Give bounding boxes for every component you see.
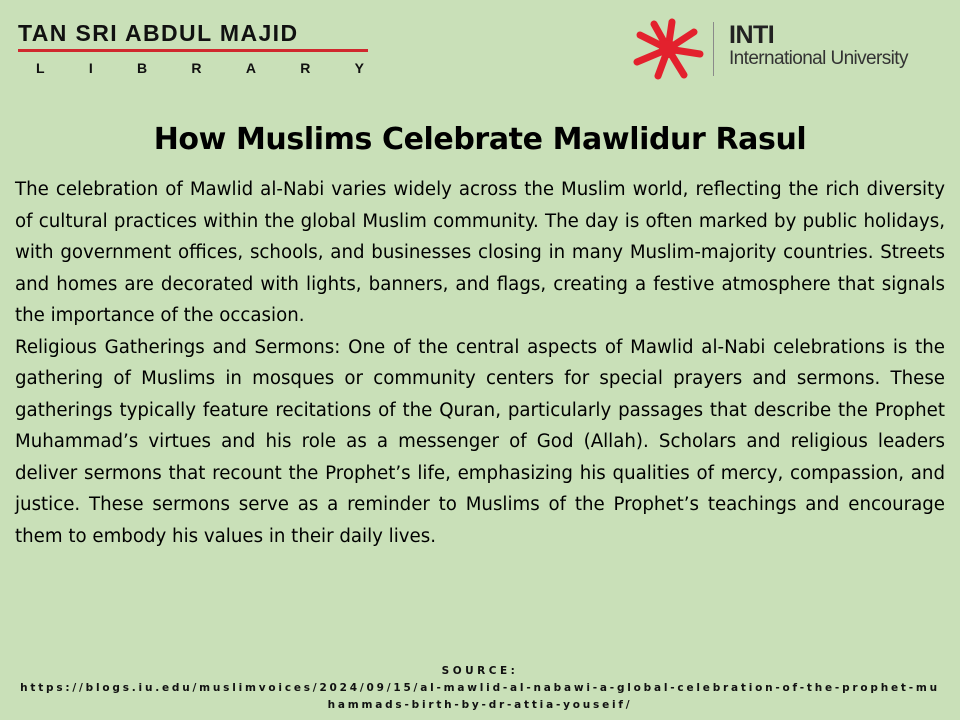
library-logo: [18, 20, 370, 76]
library-subtitle-letter: L: [36, 60, 45, 76]
library-subtitle-letter: A: [245, 60, 256, 76]
university-brand: INTI: [729, 21, 775, 49]
library-subtitle-letter: Y: [354, 60, 364, 76]
source-citation: [0, 663, 960, 714]
page-title: How Muslims Celebrate Mawlidur Rasul: [153, 122, 807, 157]
university-name: International University: [729, 48, 908, 69]
paragraph: Religious Gatherings and Sermons: One of the central aspects of Mawlid al-Nabi celebrations is the gathering of Muslims in mosques or community centers for special prayers and sermons. These gatherings typically feature recitations of the Quran, particularly passages that describe the Prophet Muhammad’s virtues and his role as a messenger of God (Allah). Scholars and religious leaders deliver sermons that recount the Prophet’s life, emphasizing his qualities of mercy, compassion, and justice. These sermons serve as a reminder to Muslims of the Prophet’s teachings and encourage them to embody his values in their daily lives.: [15, 336, 945, 547]
library-logo-rule: [18, 49, 368, 52]
library-subtitle-letter: R: [300, 60, 311, 76]
source-label: SOURCE:: [441, 665, 519, 677]
university-logo: [632, 18, 952, 80]
logo-divider: [713, 22, 714, 76]
library-subtitle: [18, 60, 370, 76]
library-name: TAN SRI ABDUL MAJID: [18, 20, 299, 46]
library-subtitle-letter: R: [191, 60, 202, 76]
article-body: [15, 174, 945, 552]
paragraph: The celebration of Mawlid al-Nabi varies widely across the Muslim world, reflecting the rich diversity of cultural practices within the global Muslim community. The day is often marked by public holidays, with government offices, schools, and businesses closing in many Muslim-majority countries. Streets and homes are decorated with lights, banners, and flags, creating a festive atmosphere that signals the importance of the occasion.: [15, 179, 945, 326]
asterisk-star-icon: [632, 18, 704, 80]
library-subtitle-letter: B: [137, 60, 148, 76]
source-url: https://blogs.iu.edu/muslimvoices/2024/09/15/al-mawlid-al-nabawi-a-global-celebration-of-the-prophet-muhammads-birth-by-dr-attia-youseif/: [20, 682, 940, 711]
university-wordmark: [729, 22, 908, 70]
library-subtitle-letter: I: [88, 60, 93, 76]
